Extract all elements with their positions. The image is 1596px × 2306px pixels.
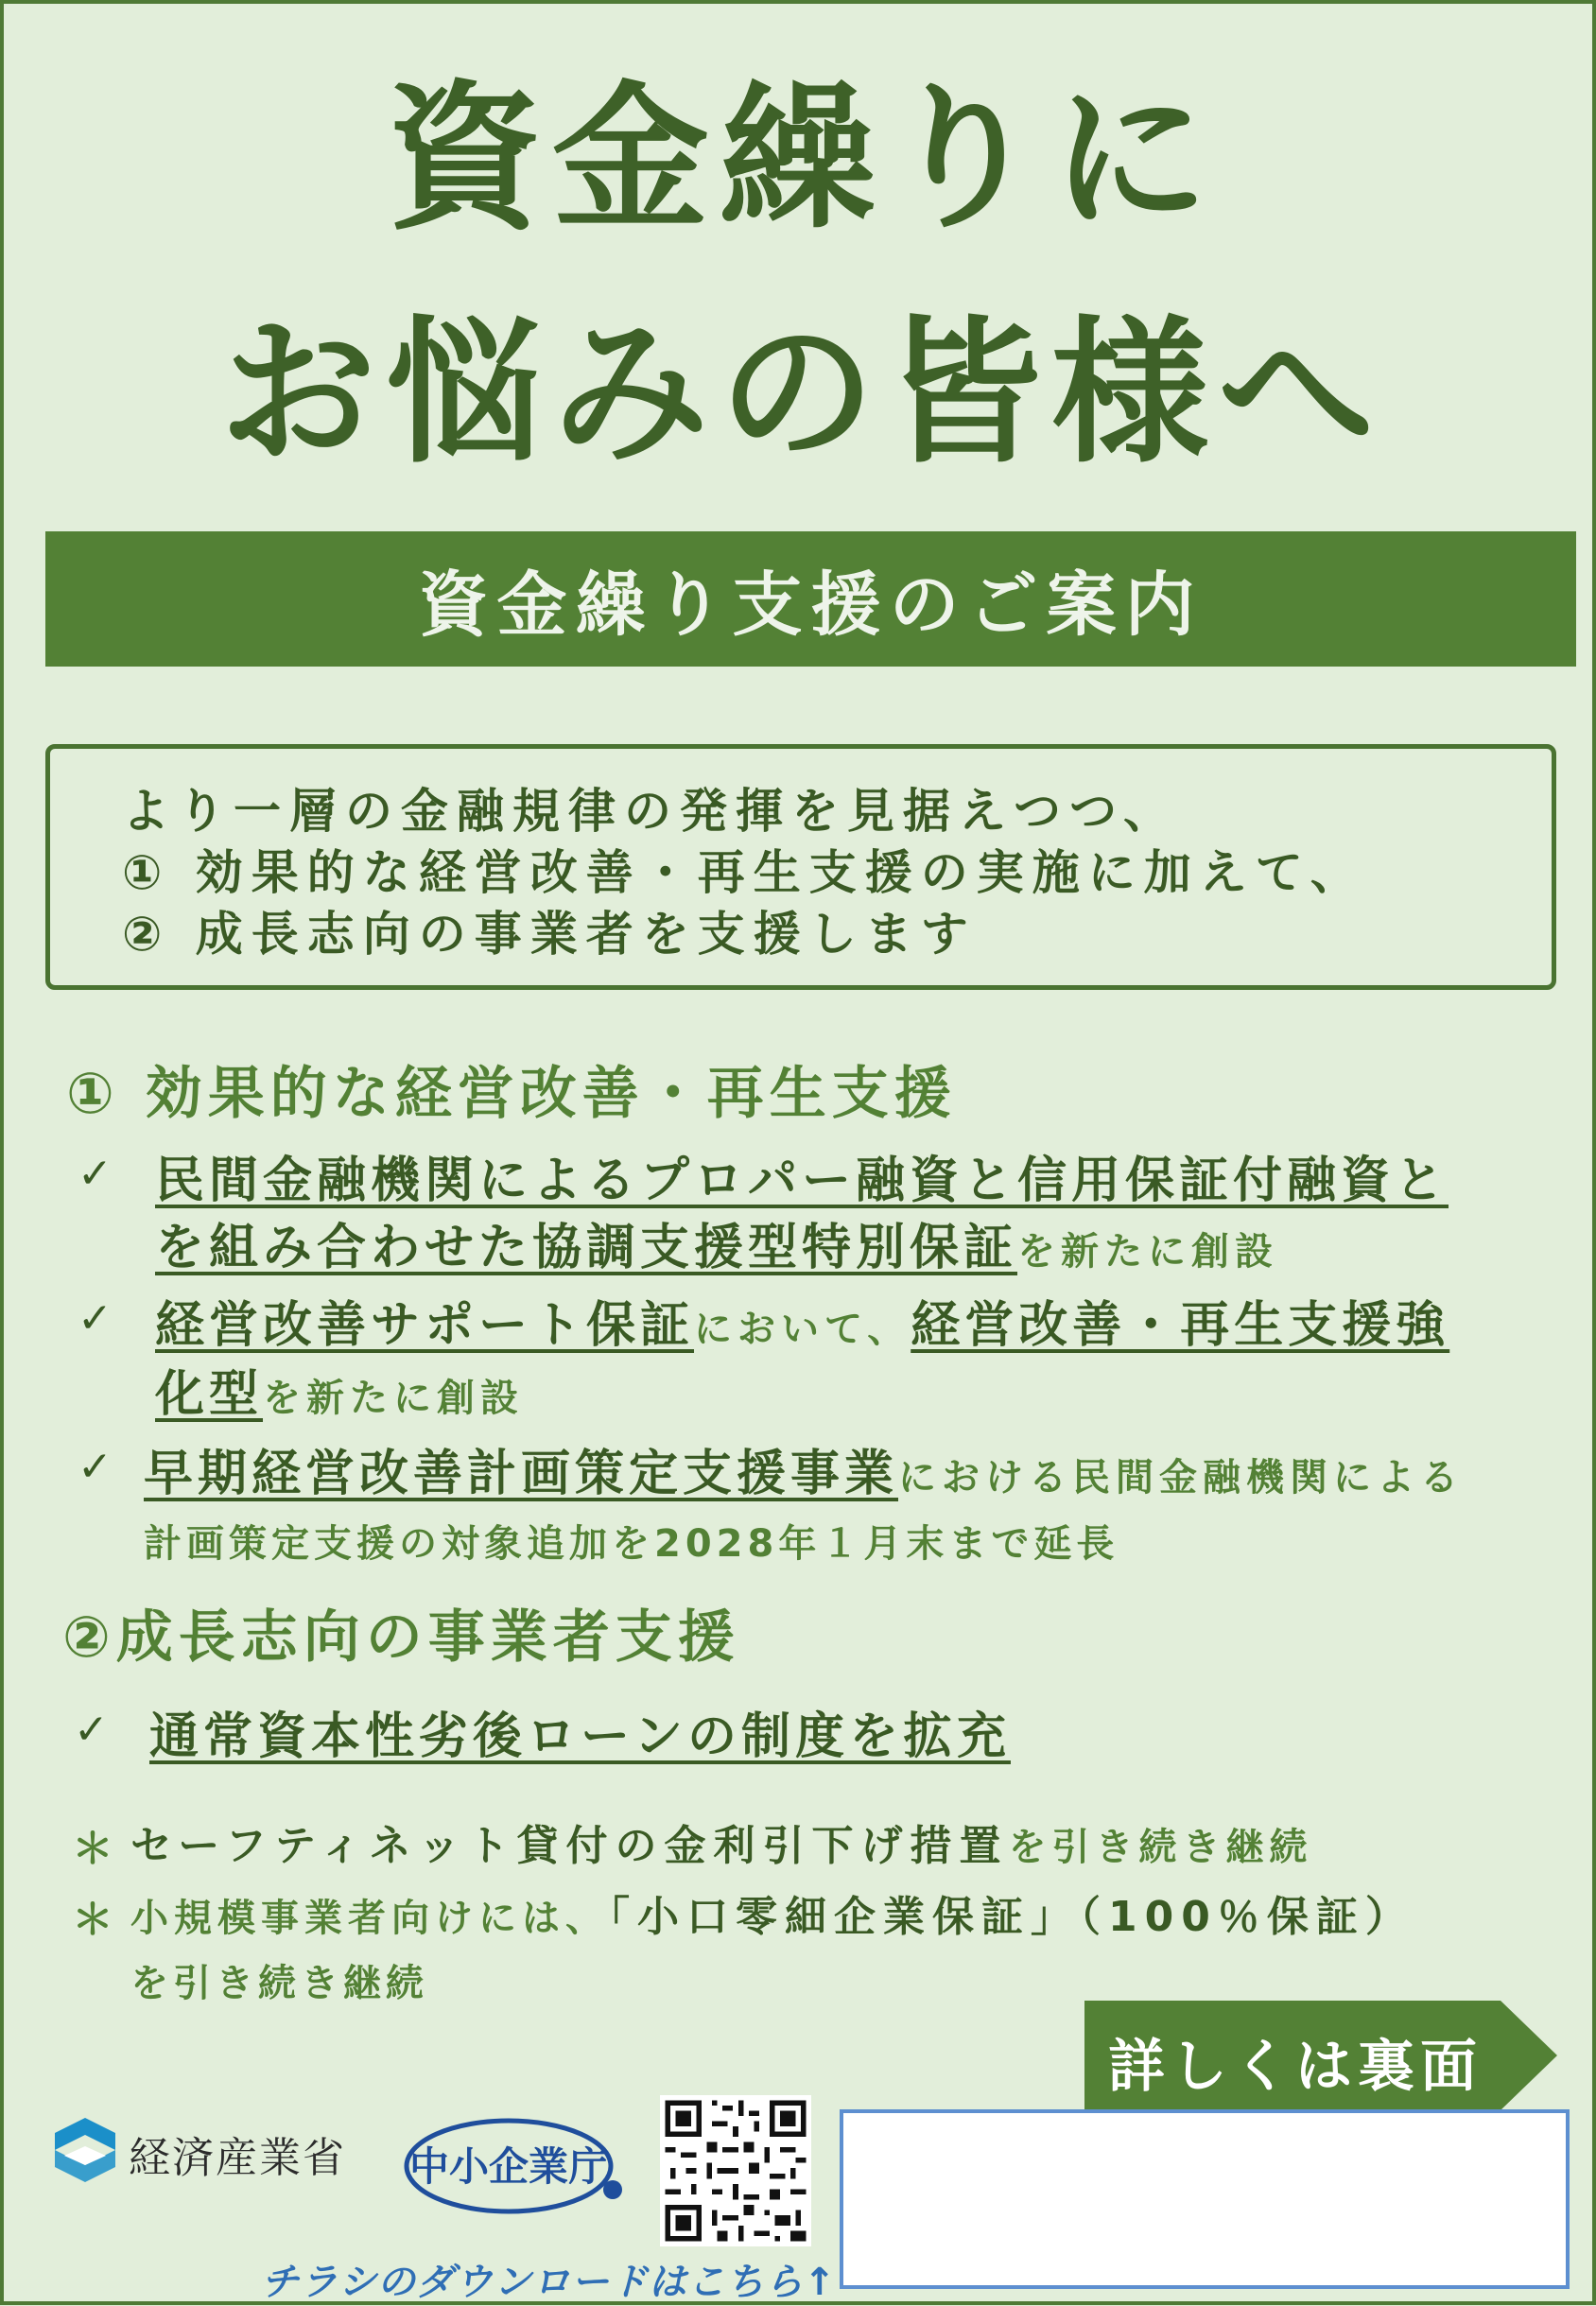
section2-heading: ②成長志向の事業者支援 [62,1604,740,1671]
intro-box [45,744,1556,990]
ministry-name: 経済産業省 [129,2134,346,2182]
agency-name: 中小企業庁 [408,2143,609,2190]
item1-line2-rest: を新たに創設 [1017,1230,1279,1274]
check-icon: ✓ [78,1150,113,1198]
item2-line2-underlined: 化型 [155,1366,264,1423]
note2-pre: 小規模事業者向けには、 [130,1897,609,1940]
main-title-line2: お悩みの皆様へ [219,303,1384,485]
chusho-logo-icon [403,2114,630,2218]
intro-line2: ① 効果的な経営改善・再生支援の実施に加えて、 [122,845,1366,900]
note2-bold: 「小口零細企業保証」（100％保証） [609,1893,1414,1941]
note2-line2: を引き続き継続 [130,1962,428,2005]
intro-line1: より一層の金融規律の発揮を見据えつつ、 [122,784,1179,839]
item1-line2-underlined: を組み合わせた協調支援型特別保証 [155,1220,1018,1276]
meti-logo [55,2118,346,2190]
item3-line1-rest: における民間金融機関による [898,1456,1465,1500]
item1-line1 [155,1140,1449,1211]
note2 [130,1882,1414,1943]
download-link[interactable]: チラシのダウンロードはこちら↑ [261,2261,837,2304]
item3-line2: 計画策定支援の対象追加を2028年１月末まで延長 [144,1522,1119,1566]
cta-label[interactable]: 詳しくは裏面 [1108,2034,1483,2100]
item1-line1-underlined: 民間金融機関によるプロパー融資と信用保証付融資と [155,1153,1449,1209]
note2-mark: ＊ [72,1896,113,1944]
banner-text: 資金繰り支援のご案内 [418,563,1204,646]
section1-heading: ① 効果的な経営改善・再生支援 [66,1061,957,1127]
check-icon: ✓ [78,1443,113,1491]
item2-line1 [155,1285,1449,1356]
section2-item1 [149,1696,1011,1767]
item3-line1-underlined: 早期経営改善計画策定支援事業 [144,1446,899,1502]
banner [45,531,1576,667]
item2-line2 [155,1354,524,1425]
note1-bold: セーフティネット貸付の金利引下げ措置 [130,1822,1009,1870]
check-icon: ✓ [74,1706,109,1754]
item3-line1 [144,1433,1464,1504]
check-icon: ✓ [78,1294,113,1343]
intro-line3: ② 成長志向の事業者を支援します [122,907,977,962]
meti-logo-icon [55,2118,115,2190]
note1 [130,1812,1313,1872]
contact-blank-box [840,2109,1570,2289]
main-title-line1: 資金繰りに [386,68,1218,251]
item2-line2-rest: を新たに創設 [263,1377,525,1420]
qr-code-icon[interactable] [660,2095,811,2246]
note1-rest: を引き続き継続 [1008,1826,1313,1869]
note1-mark: ＊ [72,1825,113,1873]
item2-line1-underlined: 経営改善サポート保証 [155,1297,695,1354]
item2-line1-mid: において、 [694,1308,911,1351]
section2-item1-underlined: 通常資本性劣後ローンの制度を拡充 [149,1708,1011,1765]
item2-line1-underlined2: 経営改善・再生支援強 [911,1297,1450,1354]
item1-line2 [155,1207,1278,1278]
